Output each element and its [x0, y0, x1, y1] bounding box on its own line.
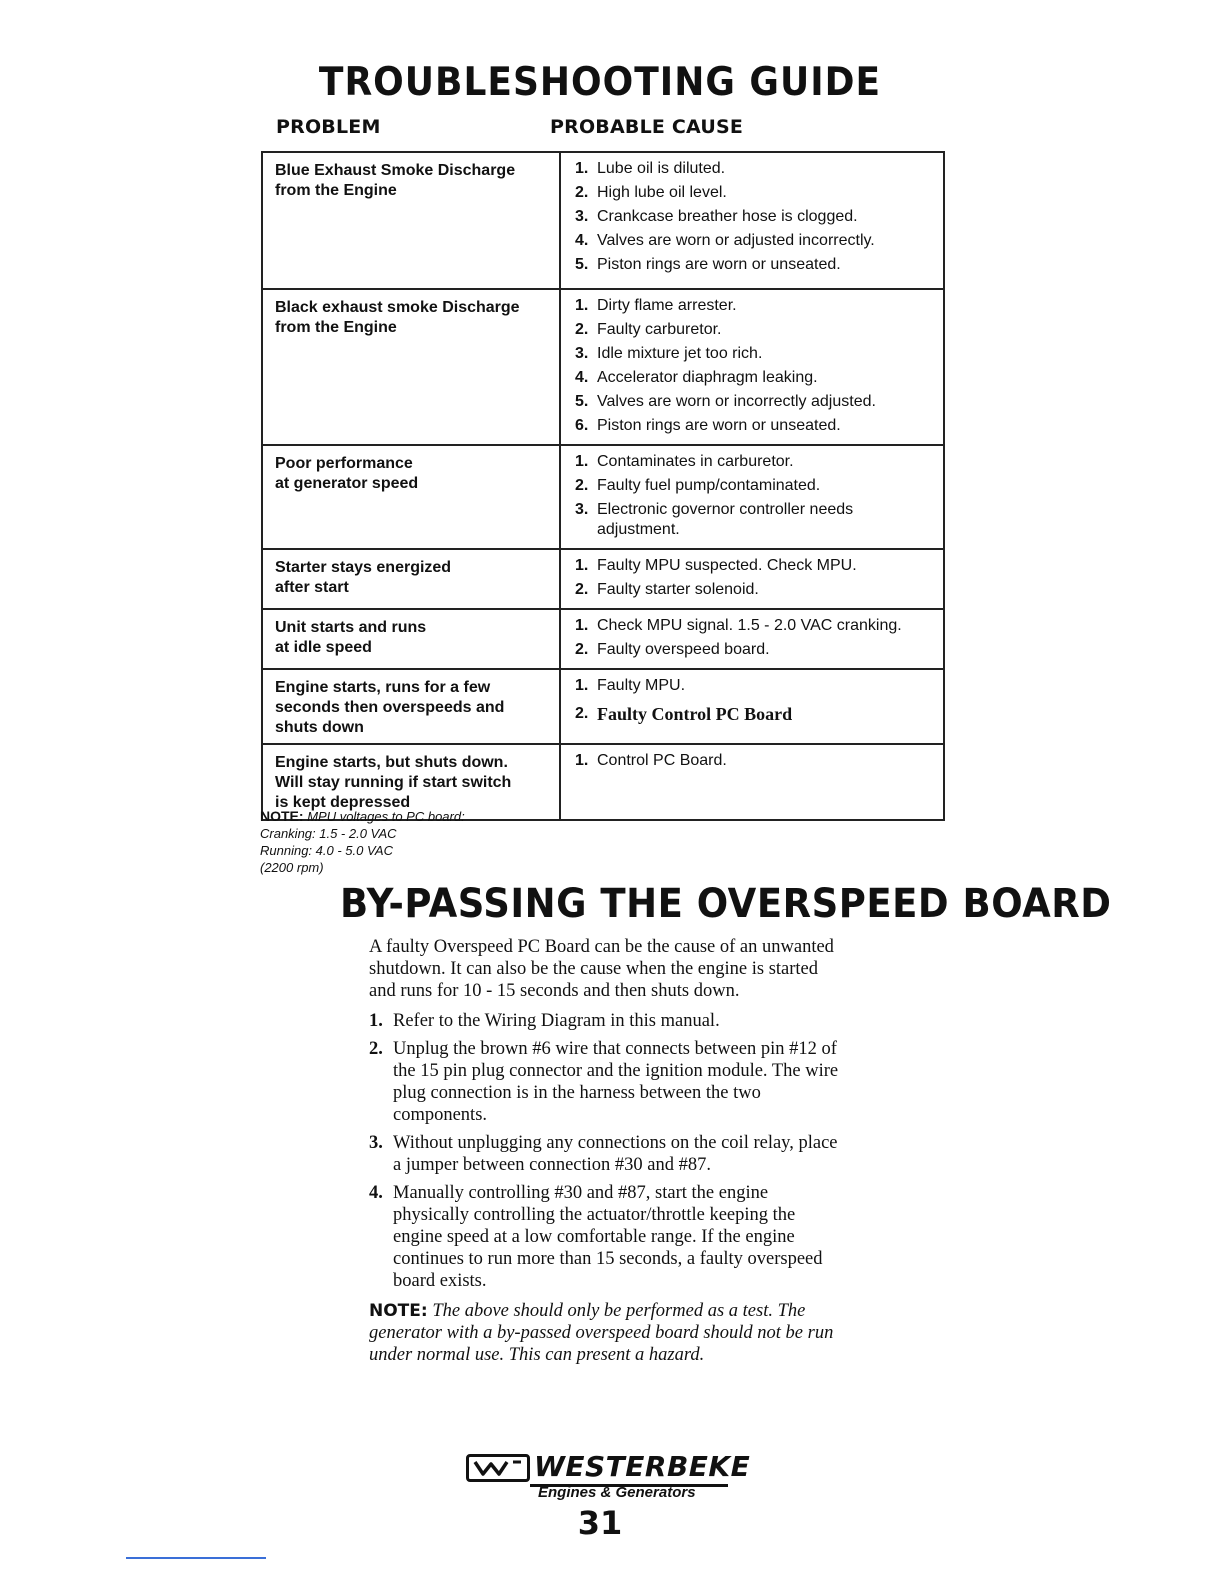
logo-tagline: Engines & Generators: [538, 1484, 696, 1501]
cause-item: 2. Faulty carburetor.: [575, 321, 722, 338]
cause-item: 1. Faulty MPU.: [575, 677, 686, 694]
step-item: 4. Manually controlling #30 and #87, start the engine physically controlling the actuator/throttle keeping the engine speed at a low comfortable range. If the engine continues to run more than 15 seconds, a faulty overspeed board exists.: [369, 1183, 823, 1291]
problem-line: Poor performance: [275, 455, 413, 472]
cause-cell: [560, 549, 944, 609]
page-title: TROUBLESHOOTING GUIDE: [318, 60, 882, 105]
problem-line: at generator speed: [275, 475, 419, 492]
problem-line: at idle speed: [275, 639, 372, 656]
table-row: [262, 609, 944, 669]
section-heading: BY-PASSING THE OVERSPEED BOARD: [340, 880, 1112, 927]
problem-cell: [262, 152, 560, 289]
note-line: (2200 rpm): [260, 860, 324, 875]
problem-line: Starter stays energized: [275, 559, 452, 576]
cause-item: 1. Check MPU signal. 1.5 - 2.0 VAC cranking.: [575, 617, 902, 634]
troubleshooting-table: [261, 151, 945, 821]
cause-item: 2. High lube oil level.: [575, 184, 727, 201]
note-label: NOTE:: [260, 808, 304, 824]
note-line: MPU voltages to PC board:: [307, 809, 465, 824]
cause-cell: [560, 445, 944, 549]
problem-cell: [262, 549, 560, 609]
step-item: 1. Refer to the Wiring Diagram in this manual.: [369, 1011, 720, 1031]
cause-item: 1. Lube oil is diluted.: [575, 160, 726, 177]
intro-paragraph: A faulty Overspeed PC Board can be the cause of an unwanted shutdown. It can also be the cause when the engine is started and runs for 10 - 15 seconds and then shuts down.: [369, 937, 834, 1001]
table-row: [262, 445, 944, 549]
cause-item: 3. Electronic governor controller needs adjustment.: [575, 501, 854, 538]
cause-cell: [560, 744, 944, 820]
note-text: The above should only be performed as a test. The generator with a by-passed overspeed board should not be run under normal use. This can present a hazard.: [369, 1301, 834, 1365]
cause-item: 2. Faulty fuel pump/contaminated.: [575, 477, 821, 494]
cause-cell: [560, 289, 944, 445]
cause-item: 2. Faulty overspeed board.: [575, 641, 770, 658]
cause-item: 1. Dirty flame arrester.: [575, 297, 737, 314]
table-row: [262, 549, 944, 609]
cause-cell: [560, 609, 944, 669]
cause-column-header: PROBABLE CAUSE: [550, 116, 744, 138]
cause-cell: [560, 669, 944, 744]
problem-cell: [262, 669, 560, 744]
cause-item: 6. Piston rings are worn or unseated.: [575, 417, 841, 434]
cause-item: 5. Piston rings are worn or unseated.: [575, 256, 841, 273]
footer-divider: [126, 1557, 266, 1559]
cause-item: 2. Faulty starter solenoid.: [575, 581, 759, 598]
note-line: Running: 4.0 - 5.0 VAC: [260, 843, 393, 858]
problem-line: Engine starts, runs for a few: [275, 679, 491, 696]
note-line: Cranking: 1.5 - 2.0 VAC: [260, 826, 397, 841]
cause-item: 4. Valves are worn or adjusted incorrectly.: [575, 232, 875, 249]
cause-item: 1. Control PC Board.: [575, 752, 727, 769]
logo-brand: WESTERBEKE: [534, 1450, 751, 1483]
bypass-instructions: [369, 936, 839, 1366]
cause-item: 3. Crankcase breather hose is clogged.: [575, 208, 858, 225]
problem-line: from the Engine: [275, 182, 397, 199]
table-row: [262, 152, 944, 289]
table-row: [262, 289, 944, 445]
problem-line: Unit starts and runs: [275, 619, 427, 636]
problem-cell: [262, 289, 560, 445]
cause-item: 1. Faulty MPU suspected. Check MPU.: [575, 557, 857, 574]
table-row: [262, 669, 944, 744]
problem-line: Will stay running if start switch: [275, 774, 512, 791]
problem-line: after start: [275, 579, 349, 596]
westerbeke-logo: [466, 1450, 751, 1502]
problem-line: shuts down: [275, 719, 364, 736]
cause-item: 4. Accelerator diaphragm leaking.: [575, 369, 818, 386]
problem-cell: [262, 609, 560, 669]
cause-item: 1. Contaminates in carburetor.: [575, 453, 794, 470]
page-number: 31: [577, 1504, 623, 1542]
problem-cell: [262, 445, 560, 549]
logo-mark-icon: [466, 1454, 530, 1482]
cause-item: 2. Faulty Control PC Board: [575, 704, 793, 724]
step-item: 3. Without unplugging any connections on the coil relay, place a jumper between connection #30 and #87.: [369, 1133, 838, 1175]
mpu-voltage-note: [260, 808, 465, 876]
problem-line: Black exhaust smoke Discharge: [275, 299, 520, 316]
cause-cell: [560, 152, 944, 289]
cause-item: 5. Valves are worn or incorrectly adjusted.: [575, 393, 876, 410]
problem-line: from the Engine: [275, 319, 397, 336]
warning-note: [369, 1300, 839, 1366]
problem-line: Engine starts, but shuts down.: [275, 754, 508, 771]
problem-line: seconds then overspeeds and: [275, 699, 505, 716]
step-item: 2. Unplug the brown #6 wire that connects between pin #12 of the 15 pin plug connector and the ignition module. The wire plug connection is in the harness between the two components.: [369, 1039, 839, 1125]
note-label: NOTE:: [369, 1301, 428, 1321]
problem-line: Blue Exhaust Smoke Discharge: [275, 162, 516, 179]
problem-line: is kept depressed: [275, 794, 411, 811]
problem-column-header: PROBLEM: [276, 116, 381, 138]
cause-item: 3. Idle mixture jet too rich.: [575, 345, 763, 362]
